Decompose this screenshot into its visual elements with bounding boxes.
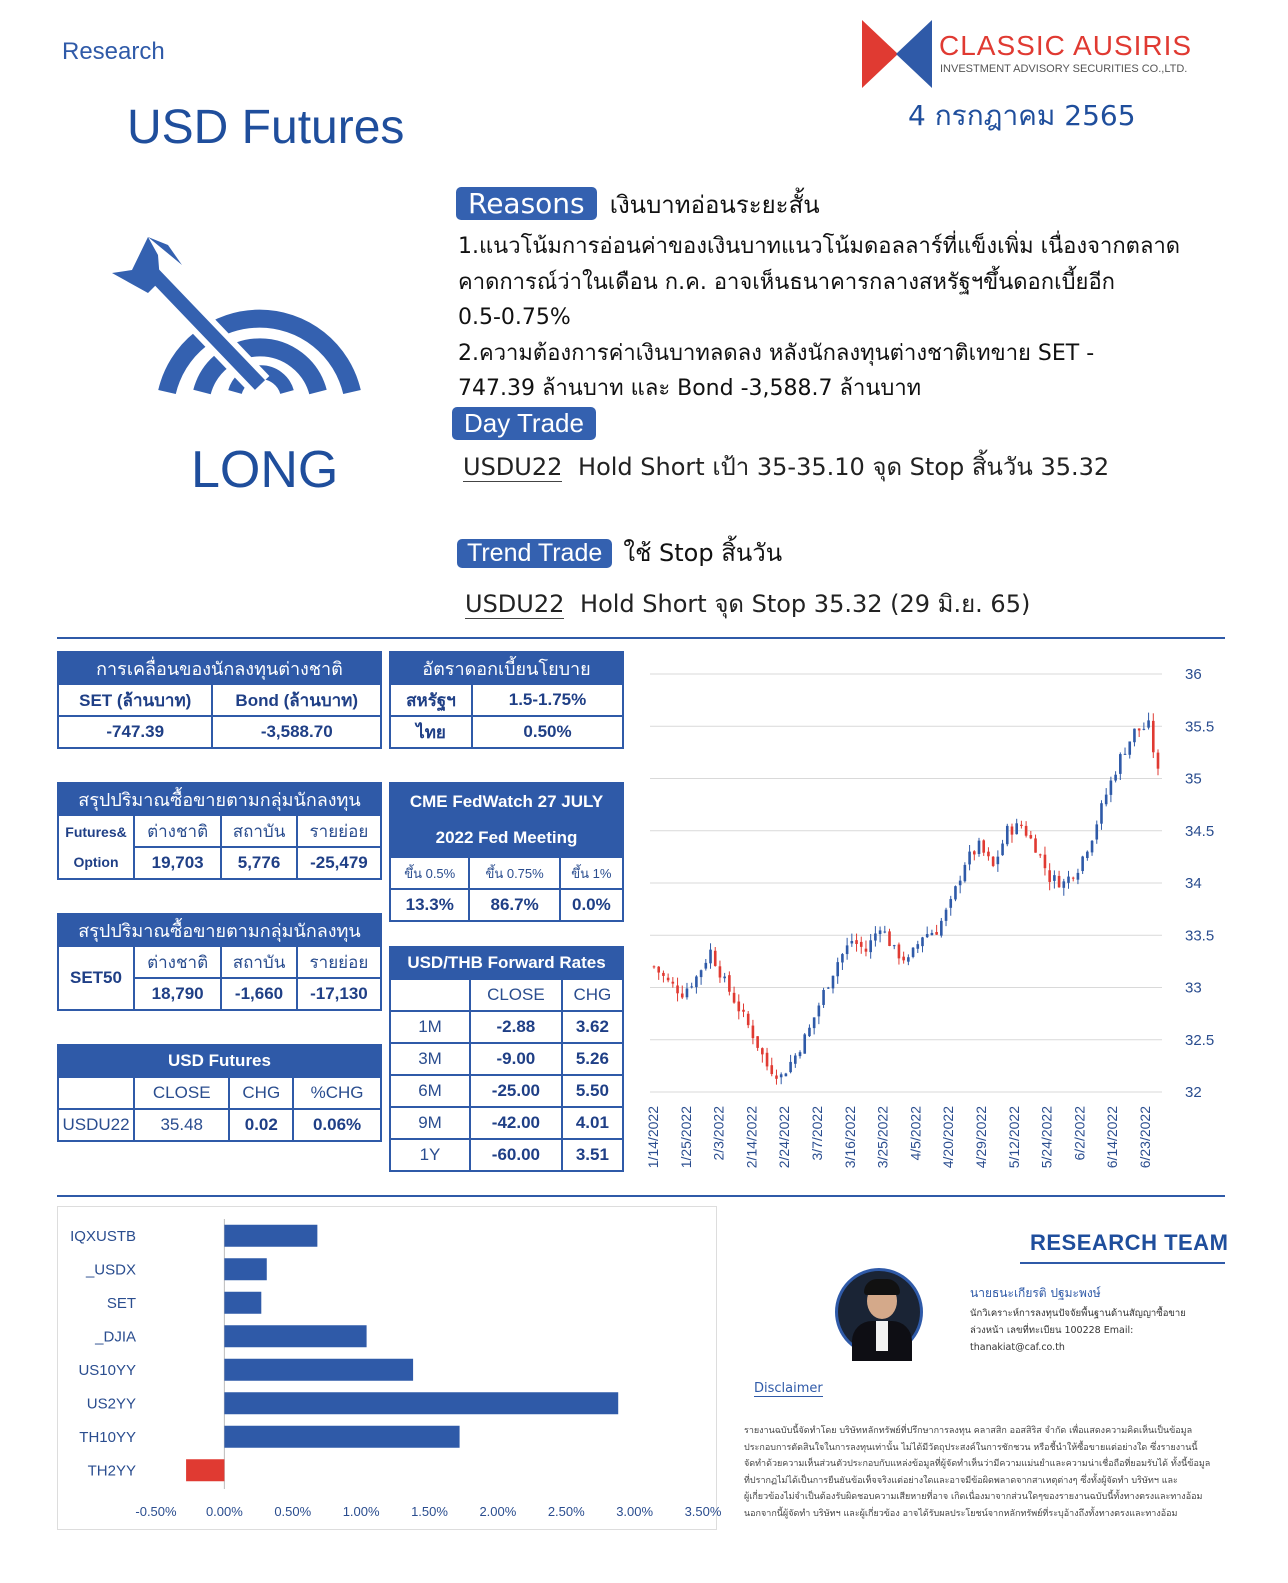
col-header: รายย่อย	[297, 815, 381, 847]
reason-line: 747.39 ล้านบาท และ Bond -3,588.7 ล้านบาท	[458, 376, 922, 401]
cell-value: 0.50%	[472, 716, 623, 748]
x-tick-label: 6/23/2022	[1137, 1106, 1153, 1169]
cell-value: -9.00	[470, 1043, 562, 1075]
fedwatch-table	[389, 782, 624, 922]
candle-body	[912, 948, 915, 957]
candle-body	[752, 1026, 755, 1039]
cell-value: 3.51	[562, 1139, 623, 1171]
y-tick-label: 34	[1185, 875, 1202, 892]
candle-body	[785, 1074, 788, 1077]
x-tick-label: 4/20/2022	[940, 1106, 957, 1169]
candle-body	[818, 1006, 821, 1017]
row-label: Futures&	[65, 824, 127, 840]
x-tick-label: 3.50%	[684, 1504, 722, 1519]
candle-body	[1105, 795, 1108, 805]
foreign-flow-title: การเคลื่อนของนักลงทุนต่างชาติ	[58, 652, 381, 684]
col-header: CHG	[229, 1077, 293, 1109]
candle-body	[1006, 826, 1009, 844]
col-header: CLOSE	[134, 1077, 229, 1109]
col-header: ต่างชาติ	[134, 946, 221, 978]
disclaimer-line: รายงานฉบับนี้จัดทำโดย บริษัทหลักทรัพย์ที่ปรึกษาการลงทุน คลาสสิก ออสสิริส จำกัด เพื่อแสดงความคิดเห็นเป็นข้อมูล	[744, 1426, 1193, 1436]
analyst-role: นักวิเคราะห์การลงทุนปัจจัยพื้นฐานด้านสัญญาซื้อขาย	[970, 1308, 1186, 1319]
x-tick-label: 2/3/2022	[710, 1106, 727, 1161]
futures-investor-table	[57, 782, 382, 880]
candle-body	[1138, 728, 1141, 730]
candle-body	[653, 966, 656, 967]
x-tick-label: 2.50%	[547, 1504, 585, 1519]
x-tick-label: 4/29/2022	[973, 1106, 989, 1169]
candle-body	[695, 976, 698, 987]
y-tick-label: 36	[1185, 666, 1202, 683]
cell-value: -25.00	[470, 1075, 562, 1107]
divider	[57, 637, 1225, 639]
candle-body	[1001, 844, 1004, 856]
candle-body	[1039, 854, 1042, 855]
x-tick-label: 2.00%	[479, 1504, 517, 1519]
candle-body	[686, 989, 689, 998]
bar	[224, 1292, 261, 1314]
candle-body	[1072, 878, 1075, 879]
bar	[224, 1325, 366, 1347]
reasons-body	[458, 229, 1228, 407]
disclaimer-line: ที่ปรากฏไม่ได้เป็นการยืนยันข้อเท็จจริงแต่อย่างใดและอาจมีข้อผิดพลาดจากสาเหตุต่างๆ ซึ่งทั้งผู้จัดทำ บริษัทฯ และ	[744, 1475, 1178, 1486]
candle-body	[1147, 720, 1150, 727]
category-label: IQXUSTB	[70, 1227, 136, 1245]
y-tick-label: 35.5	[1185, 718, 1215, 736]
x-tick-label: -0.50%	[135, 1504, 177, 1519]
candle-body	[959, 881, 962, 886]
candle-body	[719, 966, 722, 977]
reasons-headline: เงินบาทอ่อนระยะสั้น	[609, 191, 820, 219]
candle-body	[1058, 876, 1061, 887]
y-tick-label: 33	[1185, 979, 1202, 997]
row-label: 9M	[390, 1107, 470, 1139]
candle-body	[714, 951, 717, 966]
cell-value: 4.01	[562, 1107, 623, 1139]
candle-body	[747, 1014, 750, 1025]
futures-investor-title: สรุปปริมาณซื้อขายตามกลุ่มนักลงทุน	[58, 783, 381, 815]
set50-investor-title: สรุปปริมาณซื้อขายตามกลุ่มนักลงทุน	[58, 914, 381, 946]
candle-body	[945, 910, 948, 921]
y-tick-label: 32	[1185, 1084, 1202, 1101]
candle-body	[865, 949, 868, 952]
candle-body	[1011, 827, 1014, 835]
x-tick-label: 3.00%	[616, 1504, 654, 1519]
foreign-flow-table	[57, 651, 382, 749]
trend-trade-text: Hold Short จุด Stop 35.32 (29 มิ.ย. 65)	[580, 590, 1031, 618]
candle-body	[1152, 721, 1155, 752]
x-tick-label: 0.00%	[205, 1504, 243, 1519]
col-header: ขึ้น 0.75%	[469, 857, 559, 889]
candle-body	[766, 1053, 769, 1067]
candle-body	[1128, 741, 1131, 754]
candle-body	[851, 941, 854, 943]
reason-line: 1.แนวโน้มการอ่อนค่าของเงินบาทแนวโน้มดอลลาร์ที่แข็งเพิ่ม เนื่องจากตลาด	[458, 234, 1181, 259]
candle-body	[813, 1017, 816, 1028]
category-label: TH10YY	[79, 1428, 136, 1446]
x-tick-label: 1.00%	[342, 1504, 380, 1519]
target-arrow-icon	[110, 235, 360, 400]
candle-body	[827, 988, 830, 989]
category-label: _DJIA	[95, 1328, 136, 1346]
category-label: US2YY	[86, 1395, 136, 1413]
day-trade-tag: Day Trade	[452, 407, 596, 440]
cell-value: -17,130	[297, 978, 381, 1010]
candle-body	[756, 1036, 759, 1048]
cell-value: 3.62	[562, 1011, 623, 1043]
cell-value: 1.5-1.75%	[472, 684, 623, 716]
x-tick-label: 2/24/2022	[776, 1106, 793, 1169]
report-date: 4 กรกฎาคม 2565	[908, 99, 1136, 132]
candle-body	[869, 940, 872, 952]
category-label: _USDX	[85, 1261, 136, 1279]
x-tick-label: 5/24/2022	[1038, 1106, 1055, 1169]
cell-value: 13.3%	[390, 889, 469, 921]
candle-body	[742, 1010, 745, 1012]
brand-subtitle: INVESTMENT ADVISORY SECURITIES CO.,LTD.	[940, 63, 1188, 75]
row-label: 6M	[390, 1075, 470, 1107]
candle-body	[690, 986, 693, 987]
row-label: Option	[73, 854, 119, 870]
candle-body	[780, 1074, 783, 1077]
candle-body	[884, 932, 887, 933]
candle-body	[662, 973, 665, 976]
x-tick-label: 5/12/2022	[1005, 1106, 1022, 1169]
cell-value: 18,790	[134, 978, 221, 1010]
candle-body	[1067, 877, 1070, 883]
col-header: ขึ้น 0.5%	[390, 857, 469, 889]
candle-body	[1133, 729, 1136, 743]
policy-rate-title: อัตราดอกเบี้ยนโยบาย	[390, 652, 623, 684]
candle-body	[973, 851, 976, 854]
candle-body	[860, 942, 863, 947]
candle-body	[949, 899, 952, 908]
candle-body	[1110, 781, 1113, 795]
candle-body	[1095, 824, 1098, 839]
candle-body	[954, 886, 957, 899]
candle-body	[705, 963, 708, 969]
candle-body	[1100, 803, 1103, 823]
x-tick-label: 0.50%	[274, 1504, 312, 1519]
set50-investor-table	[57, 913, 382, 1011]
forward-rates-title: USD/THB Forward Rates	[390, 947, 623, 979]
col-header: ขึ้น 1%	[560, 857, 623, 889]
cell-value: 5,776	[221, 847, 297, 879]
candle-body	[968, 852, 971, 865]
disclaimer-text	[744, 1423, 1224, 1522]
col-header: สถาบัน	[221, 946, 297, 978]
analyst-avatar	[835, 1268, 923, 1356]
policy-rate-table	[389, 651, 624, 749]
reason-line: คาดการณ์ว่าในเดือน ก.ค. อาจเห็นธนาคารกลางสหรัฐฯขึ้นดอกเบี้ยอีก	[458, 269, 1115, 295]
reason-line: 2.ความต้องการค่าเงินบาทลดลง หลังนักลงทุนต่างชาติเทขาย SET -	[458, 340, 1095, 366]
candle-body	[874, 933, 877, 940]
candle-body	[657, 967, 660, 973]
bar	[224, 1359, 413, 1381]
x-tick-label: 2/14/2022	[743, 1106, 760, 1169]
analyst-role: ล่วงหน้า เลขที่ทะเบียน 100228 Email:	[970, 1325, 1134, 1336]
candle-body	[775, 1076, 778, 1079]
x-tick-label: 6/2/2022	[1071, 1106, 1088, 1161]
row-label: USDU22	[58, 1109, 134, 1141]
cell-value: 35.48	[134, 1109, 229, 1141]
cell-value: -1,660	[221, 978, 297, 1010]
cell-value: 86.7%	[469, 889, 559, 921]
candle-body	[846, 945, 849, 954]
candle-body	[799, 1052, 802, 1056]
candle-body	[737, 1002, 740, 1012]
divider	[1020, 1262, 1225, 1264]
candle-body	[1157, 753, 1160, 769]
candle-body	[1091, 841, 1094, 853]
cell-value: -2.88	[470, 1011, 562, 1043]
col-header: รายย่อย	[297, 946, 381, 978]
x-tick-label: 1/14/2022	[645, 1106, 661, 1169]
disclaimer-line: นอกจากนี้ผู้จัดทำ บริษัทฯ และผู้เกี่ยวข้อง อาจได้รับผลประโยชน์จากหลักทรัพย์ที่ระบุอ้างถึงทั้งทางตรงและทางอ้อม	[744, 1508, 1178, 1519]
cell-value: -25,479	[297, 847, 381, 879]
candle-body	[832, 976, 835, 989]
y-tick-label: 32.5	[1185, 1031, 1215, 1049]
candle-body	[1015, 823, 1018, 834]
bar	[224, 1225, 317, 1247]
x-tick-label: 3/25/2022	[874, 1106, 891, 1169]
candle-body	[808, 1028, 811, 1036]
row-label: สหรัฐฯ	[390, 684, 472, 716]
cell-value: 0.02	[229, 1109, 293, 1141]
day-trade-text: Hold Short เป้า 35-35.10 จุด Stop สิ้นวัน 35.32	[578, 453, 1110, 481]
candle-body	[1025, 826, 1028, 836]
row-label: 1Y	[390, 1139, 470, 1171]
category-label: TH2YY	[87, 1462, 136, 1480]
candle-body	[794, 1056, 797, 1064]
candle-body	[1124, 754, 1127, 755]
candle-body	[672, 982, 675, 984]
col-header: SET (ล้านบาท)	[58, 684, 212, 716]
cell-value: -42.00	[470, 1107, 562, 1139]
candle-body	[1077, 873, 1080, 880]
candle-body	[1020, 825, 1023, 826]
reason-line: 0.5-0.75%	[458, 305, 571, 330]
candle-body	[992, 857, 995, 866]
usd-futures-candlestick-chart	[640, 650, 1230, 1190]
candle-body	[822, 990, 825, 1005]
candle-body	[1114, 775, 1117, 781]
analyst-info	[970, 1305, 1186, 1356]
col-header: สถาบัน	[221, 815, 297, 847]
x-tick-label: 3/7/2022	[809, 1106, 825, 1161]
reasons-tag: Reasons	[456, 187, 597, 220]
candle-body	[931, 933, 934, 935]
candle-body	[978, 841, 981, 854]
candle-body	[1044, 855, 1047, 869]
cell-value: -3,588.70	[212, 716, 381, 748]
x-tick-label: 3/16/2022	[841, 1106, 858, 1169]
candle-body	[1143, 729, 1146, 730]
disclaimer-line: ผู้เกี่ยวข้องไม่จำเป็นต้องรับผิดชอบความเสียหายที่อาจ เกิดเนื่องมาจากส่วนใดๆของรายงานฉบับนี้ทั้งทางตรงและทางอ้อม	[744, 1492, 1203, 1502]
candle-body	[1048, 870, 1051, 882]
row-label: SET50	[58, 946, 134, 1010]
cell-value: -60.00	[470, 1139, 562, 1171]
col-header: ต่างชาติ	[134, 815, 221, 847]
row-label: 1M	[390, 1011, 470, 1043]
candle-body	[855, 940, 858, 944]
candle-body	[1030, 835, 1033, 838]
candle-body	[1034, 838, 1037, 852]
usd-futures-title: USD Futures	[58, 1045, 381, 1077]
candle-body	[728, 975, 731, 992]
brand-logo-icon	[862, 20, 932, 88]
disclaimer-line: จัดทำด้วยความเห็นส่วนตัวประกอบกับแหล่งข้อมูลที่ผู้จัดทำเห็นว่ามีความแม่นยำและความน่าเชื่อถือที่ยอมรับได้ ทั้งนี้ข้อมูล	[744, 1459, 1211, 1469]
candle-body	[789, 1062, 792, 1072]
cell-value: 5.50	[562, 1075, 623, 1107]
research-team-heading: RESEARCH TEAM	[1030, 1230, 1229, 1255]
day-trade-ticker: USDU22	[463, 453, 563, 481]
candle-body	[1081, 857, 1084, 872]
usd-futures-table	[57, 1044, 382, 1142]
col-header: CLOSE	[470, 979, 562, 1011]
candle-body	[982, 840, 985, 852]
divider	[57, 1195, 1225, 1197]
candle-body	[841, 954, 844, 962]
candle-body	[709, 950, 712, 964]
candle-body	[803, 1034, 806, 1053]
cell-value: 0.0%	[560, 889, 623, 921]
col-header: CHG	[562, 979, 623, 1011]
candle-body	[987, 852, 990, 857]
candle-body	[1086, 852, 1089, 858]
col-header: Bond (ล้านบาท)	[212, 684, 381, 716]
candle-body	[733, 993, 736, 1003]
cell-value: -747.39	[58, 716, 212, 748]
y-tick-label: 34.5	[1185, 822, 1215, 840]
candle-body	[761, 1048, 764, 1054]
candle-body	[898, 945, 901, 959]
x-tick-label: 1.50%	[411, 1504, 448, 1519]
trend-trade-ticker: USDU22	[465, 590, 565, 618]
page-title: USD Futures	[127, 101, 405, 154]
candle-body	[1119, 754, 1122, 774]
cell-value: 5.26	[562, 1043, 623, 1075]
row-label: ไทย	[390, 716, 472, 748]
candle-body	[681, 994, 684, 998]
y-tick-label: 33.5	[1185, 927, 1215, 945]
forward-rates-table	[389, 946, 624, 1172]
yield-change-bar-chart	[57, 1206, 722, 1530]
col-header	[58, 1077, 134, 1109]
candle-body	[1062, 881, 1065, 887]
candle-body	[723, 977, 726, 979]
disclaimer-link[interactable]: Disclaimer	[754, 1381, 823, 1396]
x-tick-label: 6/14/2022	[1104, 1106, 1121, 1169]
col-header: %CHG	[293, 1077, 381, 1109]
candle-body	[700, 970, 703, 977]
candle-body	[836, 962, 839, 976]
candle-body	[916, 944, 919, 949]
analyst-email: thanakiat@caf.co.th	[970, 1342, 1065, 1353]
disclaimer-line: ประกอบการตัดสินใจในการลงทุนเท่านั้น ไม่ได้มีวัตถุประสงค์ในการชักชวน หรือชี้นำให้ซื้อขายแต่อย่างใด ซึ่งรายงานนี้	[744, 1442, 1198, 1453]
candle-body	[1053, 875, 1056, 881]
candle-body	[676, 985, 679, 993]
bar	[224, 1392, 618, 1414]
candle-body	[888, 931, 891, 946]
candle-body	[921, 937, 924, 946]
candle-body	[907, 957, 910, 961]
y-tick-label: 35	[1185, 770, 1202, 788]
candle-body	[997, 857, 1000, 865]
candle-body	[940, 921, 943, 936]
trend-trade-tag: Trend Trade	[457, 539, 612, 568]
col-header	[390, 979, 470, 1011]
x-tick-label: 1/25/2022	[677, 1106, 694, 1169]
fedwatch-title: CME FedWatch 27 JULY	[409, 792, 604, 811]
x-tick-label: 4/5/2022	[907, 1106, 924, 1161]
category-label: US10YY	[78, 1361, 136, 1379]
candle-body	[935, 932, 938, 935]
candle-body	[667, 978, 670, 981]
brand-name: CLASSIC AUSIRIS	[939, 30, 1193, 61]
candle-body	[893, 945, 896, 946]
category-label: SET	[106, 1294, 136, 1312]
candle-body	[926, 934, 929, 937]
bar	[186, 1459, 224, 1481]
analyst-name: นายธนะเกียรติ ปฐมะพงษ์	[970, 1286, 1101, 1300]
signal-label: LONG	[191, 441, 339, 499]
bar	[224, 1258, 266, 1280]
trend-trade-note: ใช้ Stop สิ้นวัน	[623, 539, 783, 567]
cell-value: 0.06%	[293, 1109, 381, 1141]
research-label: Research	[62, 38, 165, 65]
candle-body	[902, 957, 905, 961]
row-label: 3M	[390, 1043, 470, 1075]
candle-body	[879, 930, 882, 934]
fedwatch-subtitle: 2022 Fed Meeting	[435, 828, 578, 847]
candle-body	[964, 865, 967, 881]
cell-value: 19,703	[134, 847, 221, 879]
candle-body	[770, 1065, 773, 1074]
bar	[224, 1426, 459, 1448]
